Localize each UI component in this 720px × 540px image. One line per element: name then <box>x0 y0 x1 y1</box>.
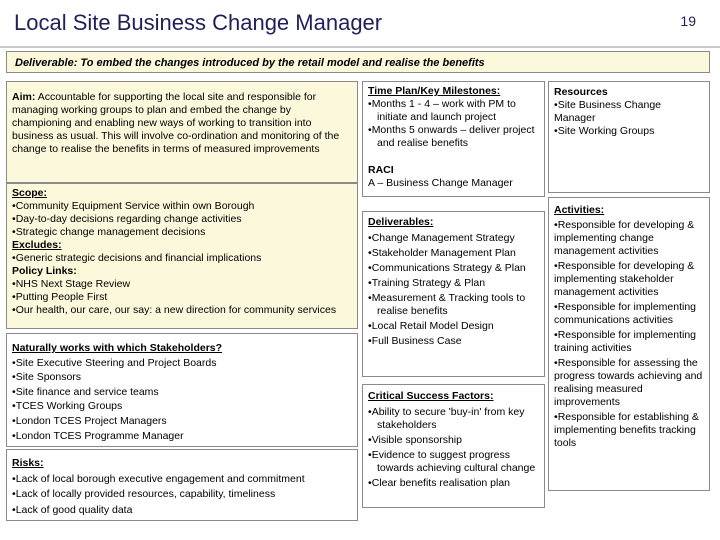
activities-label: Activities: <box>554 204 605 216</box>
list-item: • Stakeholder Management Plan <box>368 247 539 260</box>
list-item: • Visible sponsorship <box>368 434 539 447</box>
stakeholders-box <box>6 333 358 447</box>
list-item: • Months 1 - 4 – work with PM to initiate and launch project <box>368 98 539 124</box>
risks-box <box>6 449 358 521</box>
list-item: • Our health, our care, our say: a new direction for community services <box>12 304 352 317</box>
list-item: • Site Business Change Manager <box>554 99 704 125</box>
resources-box <box>548 81 710 193</box>
risks-label: Risks: <box>12 457 44 469</box>
page-number: 19 <box>680 13 696 29</box>
list-item: • Responsible for developing & implementing change management activities <box>554 219 704 258</box>
risks-list <box>12 472 352 519</box>
list-item: • Lack of good quality data <box>12 503 352 519</box>
list-item: • London TCES Project Managers <box>12 414 352 429</box>
list-item: • Communications Strategy & Plan <box>368 262 539 275</box>
list-item: • Training Strategy & Plan <box>368 277 539 290</box>
list-item: • Lack of locally provided resources, capability, timeliness <box>12 487 352 503</box>
list-item: • Lack of local borough executive engagement and commitment <box>12 472 352 488</box>
milestones-label: Time Plan/Key Milestones: <box>368 85 501 97</box>
list-item: • Change Management Strategy <box>368 232 539 245</box>
milestones-box <box>362 81 545 197</box>
list-item: • TCES Working Groups <box>12 399 352 414</box>
deliverables-label: Deliverables: <box>368 216 434 228</box>
list-item: • Site Executive Steering and Project Boards <box>12 356 352 371</box>
resources-label: Resources <box>554 86 608 98</box>
aim-box <box>6 81 358 183</box>
list-item: • Months 5 onwards – deliver project and realise benefits <box>368 124 539 150</box>
aim-label: Aim: <box>12 91 36 103</box>
list-item: • Local Retail Model Design <box>368 320 539 333</box>
list-item: • Site finance and service teams <box>12 385 352 400</box>
milestones-list <box>368 98 539 150</box>
raci-text: A – Business Change Manager <box>368 177 513 189</box>
raci-label: RACI <box>368 164 394 176</box>
resources-list <box>554 99 704 138</box>
list-item: • Evidence to suggest progress towards achieving cultural change <box>368 449 539 475</box>
stakeholders-label: Naturally works with which Stakeholders? <box>12 342 223 354</box>
list-item: • Responsible for implementing training activities <box>554 329 704 355</box>
list-item: • Responsible for assessing the progress towards achieving and realising measured improvements <box>554 357 704 409</box>
csf-box <box>362 384 545 508</box>
list-item: • Responsible for developing & implementing stakeholder management activities <box>554 260 704 299</box>
scope-box <box>6 183 358 329</box>
list-item: • Community Equipment Service within own Borough <box>12 200 352 213</box>
list-item: • Site Sponsors <box>12 370 352 385</box>
list-item: • Putting People First <box>12 291 352 304</box>
list-item: • Generic strategic decisions and financial implications <box>12 252 352 265</box>
list-item: • Responsible for establishing & implementing benefits tracking tools <box>554 411 704 450</box>
list-item: • NHS Next Stage Review <box>12 278 352 291</box>
csf-label: Critical Success Factors: <box>368 390 494 402</box>
list-item: • Responsible for implementing communications activities <box>554 301 704 327</box>
scope-list <box>12 200 352 239</box>
excludes-list <box>12 252 352 265</box>
policy-links-list <box>12 278 352 317</box>
list-item: • Clear benefits realisation plan <box>368 477 539 490</box>
list-item: • Strategic change management decisions <box>12 226 352 239</box>
list-item: • Measurement & Tracking tools to realise benefits <box>368 292 539 318</box>
deliverables-list <box>368 232 539 348</box>
deliverables-box <box>362 211 545 377</box>
list-item: • London TCES Programme Manager <box>12 429 352 444</box>
page-title: Local Site Business Change Manager <box>14 10 383 35</box>
list-item: • Ability to secure 'buy-in' from key stakeholders <box>368 406 539 432</box>
aim-paragraph <box>12 91 352 156</box>
list-item: • Site Working Groups <box>554 125 704 138</box>
excludes-label: Excludes: <box>12 239 62 251</box>
scope-label: Scope: <box>12 187 48 199</box>
title-divider <box>0 46 720 48</box>
activities-list <box>554 219 704 450</box>
deliverable-banner: Deliverable: To embed the changes introduced by the retail model and realise the benefits <box>6 51 710 73</box>
list-item: • Day-to-day decisions regarding change activities <box>12 213 352 226</box>
activities-box <box>548 197 710 491</box>
aim-text: Accountable for supporting the local site and responsible for managing working groups to plan and embed the change by championing and enabling new ways of working to transition into business as usual. This will involve co-ordination and monitoring of the change to realise the benefits in terms of measured improvements <box>12 91 340 155</box>
csf-list <box>368 406 539 490</box>
stakeholders-list <box>12 356 352 444</box>
list-item: • Full Business Case <box>368 335 539 348</box>
policy-links-label: Policy Links: <box>12 265 77 277</box>
